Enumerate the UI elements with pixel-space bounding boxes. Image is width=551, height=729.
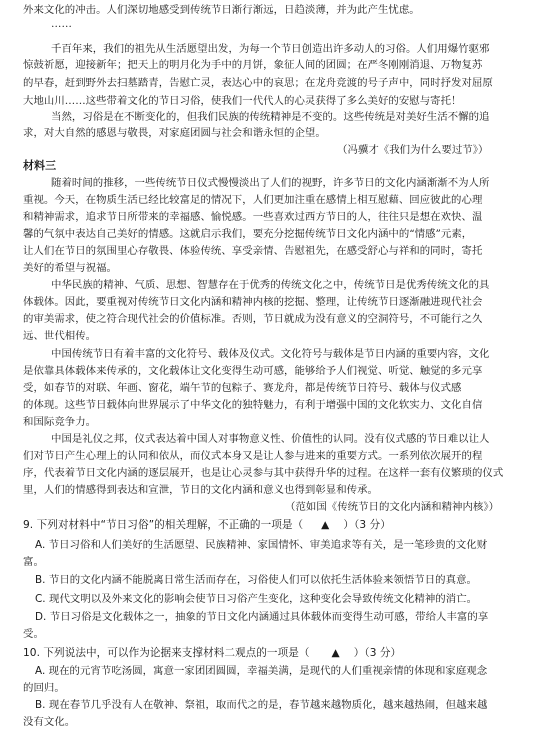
question-9 [23,518,391,532]
text-line: 中华民族的精神、气质、思想、智慧存在于优秀的传统文化之中，传统节日是优秀传统文化的具 [51,279,490,291]
text-line: 们对节日产生心理上的认同和依从，而仪式本身又是让人参与进来的重要方式。一系列依次展开的程 [23,450,483,462]
option-a-continued: 的回归。 [23,682,65,694]
text-line: 惊鼓祈愿，迎接新年；把天上的明月化为手中的月饼，象征人间的团圆；在严冬刚刚消退、万物复苏 [23,59,483,71]
option-a: A. 节日习俗和人们美好的生活愿望、民族精神、家国情怀、审美追求等有关，是一笔珍贵的文化财 [35,539,488,551]
text-line: 千百年来，我们的祖先从生活愿望出发，为每一个节日创造出许多动人的习俗。人们用爆竹驱邪 [51,43,490,55]
text-line: 受，如春节的对联、年画、窗花，端午节的包粽子、赛龙舟，都是传统节日符号、载体与仪式感 [23,382,462,394]
option-d: D. 节日习俗是文化载体之一，抽象的节日文化内涵通过具体载体而变得生动可感，带给人丰富的享 [35,611,489,623]
text-line: 的审美需求，使之符合现代社会的价值标准。否则，节日就成为没有意义的空洞符号，不可能行之久 [23,313,483,325]
text-line: 馨的气氛中表达自己美好的情感。这就启示我们，要充分挖掘传统节日文化内涵中的“情感”元素， [23,228,473,240]
text-line: 美好的希望与祝福。 [23,262,117,274]
text-line: 求，对大自然的感恩与敬畏，对家庭团圆与社会和谐永恒的企望。 [23,127,326,139]
text-line: 重视。今天，在物质生活已经比较富足的情况下，人们更加注重在感情上相互慰藉、回应彼此的心理 [23,194,483,206]
text-line: 中国传统节日有着丰富的文化符号、载体及仪式。文化符号与载体是节日内涵的重要内容，文化 [51,348,490,360]
text-line: 和国际竞争力。 [23,416,97,428]
text-line: 大地山川……这些带着文化的节日习俗，使我们一代代人的心灵获得了多么美好的安慰与寄托！ [23,95,462,107]
question-points: ）（3 分） [353,647,402,659]
question-stem: 10. 下列说法中，可以作为论据来支撑材料二观点的一项是（ [23,647,310,659]
text-line: 远、世代相传。 [23,330,97,342]
text-line: 让人们在节日的氛围里心存敬畏、体验传统、享受亲情、告慰祖先，在感受舒心与祥和的同时，寄托 [23,245,483,257]
option-b-continued: 没有文化。 [23,716,76,728]
text-line: 序，代表着节日文化内涵的逐层展开，也是让心灵参与其中获得升华的过程。在这样一套有仪繁琐的仪式 [23,467,504,479]
answer-blank-triangle: ▲ [321,519,330,531]
question-10 [23,646,401,660]
option-c: C. 现代文明以及外来文化的影响会使节日习俗产生变化，这种变化会导致传统文化精神的消亡。 [35,593,478,605]
text-line: 里，人们的情感得到表达和宣泄，节日的文化内涵和意义也得到彰显和传承。 [23,484,378,496]
option-a: A. 现在的元宵节吃汤圆，寓意一家团团圆圆，幸福美满，是现代的人们重视亲情的体现和家庭观念 [35,665,488,677]
text-line: 外来文化的冲击。人们深切地感受到传统节日渐行渐远，日趋淡薄，并为此产生忧虑。 [23,4,420,16]
text-line: …… [51,18,72,30]
text-line: 的早春，赶到野外去扫墓踏青，告慰亡灵，表达心中的哀思；在龙舟竞渡的号子声中，同时抒发对屈原 [23,77,493,89]
text-line: 随着时间的推移，一些传统节日仪式慢慢淡出了人们的视野，许多节日的文化内涵渐渐不为人所 [51,177,490,189]
text-line: 当然，习俗是在不断变化的，但我们民族的传统精神是不变的。这些传统是对美好生活不懈的追 [51,111,490,123]
section-heading: 材料三 [23,159,57,172]
text-line: 体载体。因此，要重视对传统节日文化内涵和精神内核的挖掘、整理，让传统节日逐渐融进现代社会 [23,296,483,308]
option-d-continued: 受。 [23,628,44,640]
text-line: 中国是礼仪之邦，仪式表达着中国人对事物意义性、价值性的认同。没有仪式感的节日难以让人 [51,433,490,445]
text-line: 和精神需求，追求节日所带来的幸福感、愉悦感。一些喜欢过西方节日的人，往往只是想在欢快、温 [23,211,483,223]
option-a-continued: 富。 [23,556,44,568]
source-citation: （范如国《传统节日的文化内涵和精神内核》） [285,501,500,513]
text-line: 的体现。这些节日载体向世界展示了中华文化的独特魅力，有利于增强中国的文化软实力、文化自信 [23,399,483,411]
answer-blank-triangle: ▲ [331,647,340,659]
source-citation: （冯骥才《我们为什么要过节》） [337,144,489,156]
text-line: 是依靠具体载体来传承的，文化载体让文化变得生动可感，能够给予人们视觉、听觉、触觉的多元享 [23,365,483,377]
question-points: ）（3 分） [343,519,391,531]
option-b: B. 节日的文化内涵不能脱离日常生活而存在，习俗使人们可以依托生活体验来领悟节日的真意。 [35,574,477,586]
question-stem: 9. 下列对材料中“节日习俗”的相关理解，不正确的一项是（ [23,519,304,531]
option-b: B. 现在春节几乎没有人在敬神、祭祖，取而代之的是，春节越来越物质化，越来越热闹，但越来越 [35,699,488,711]
